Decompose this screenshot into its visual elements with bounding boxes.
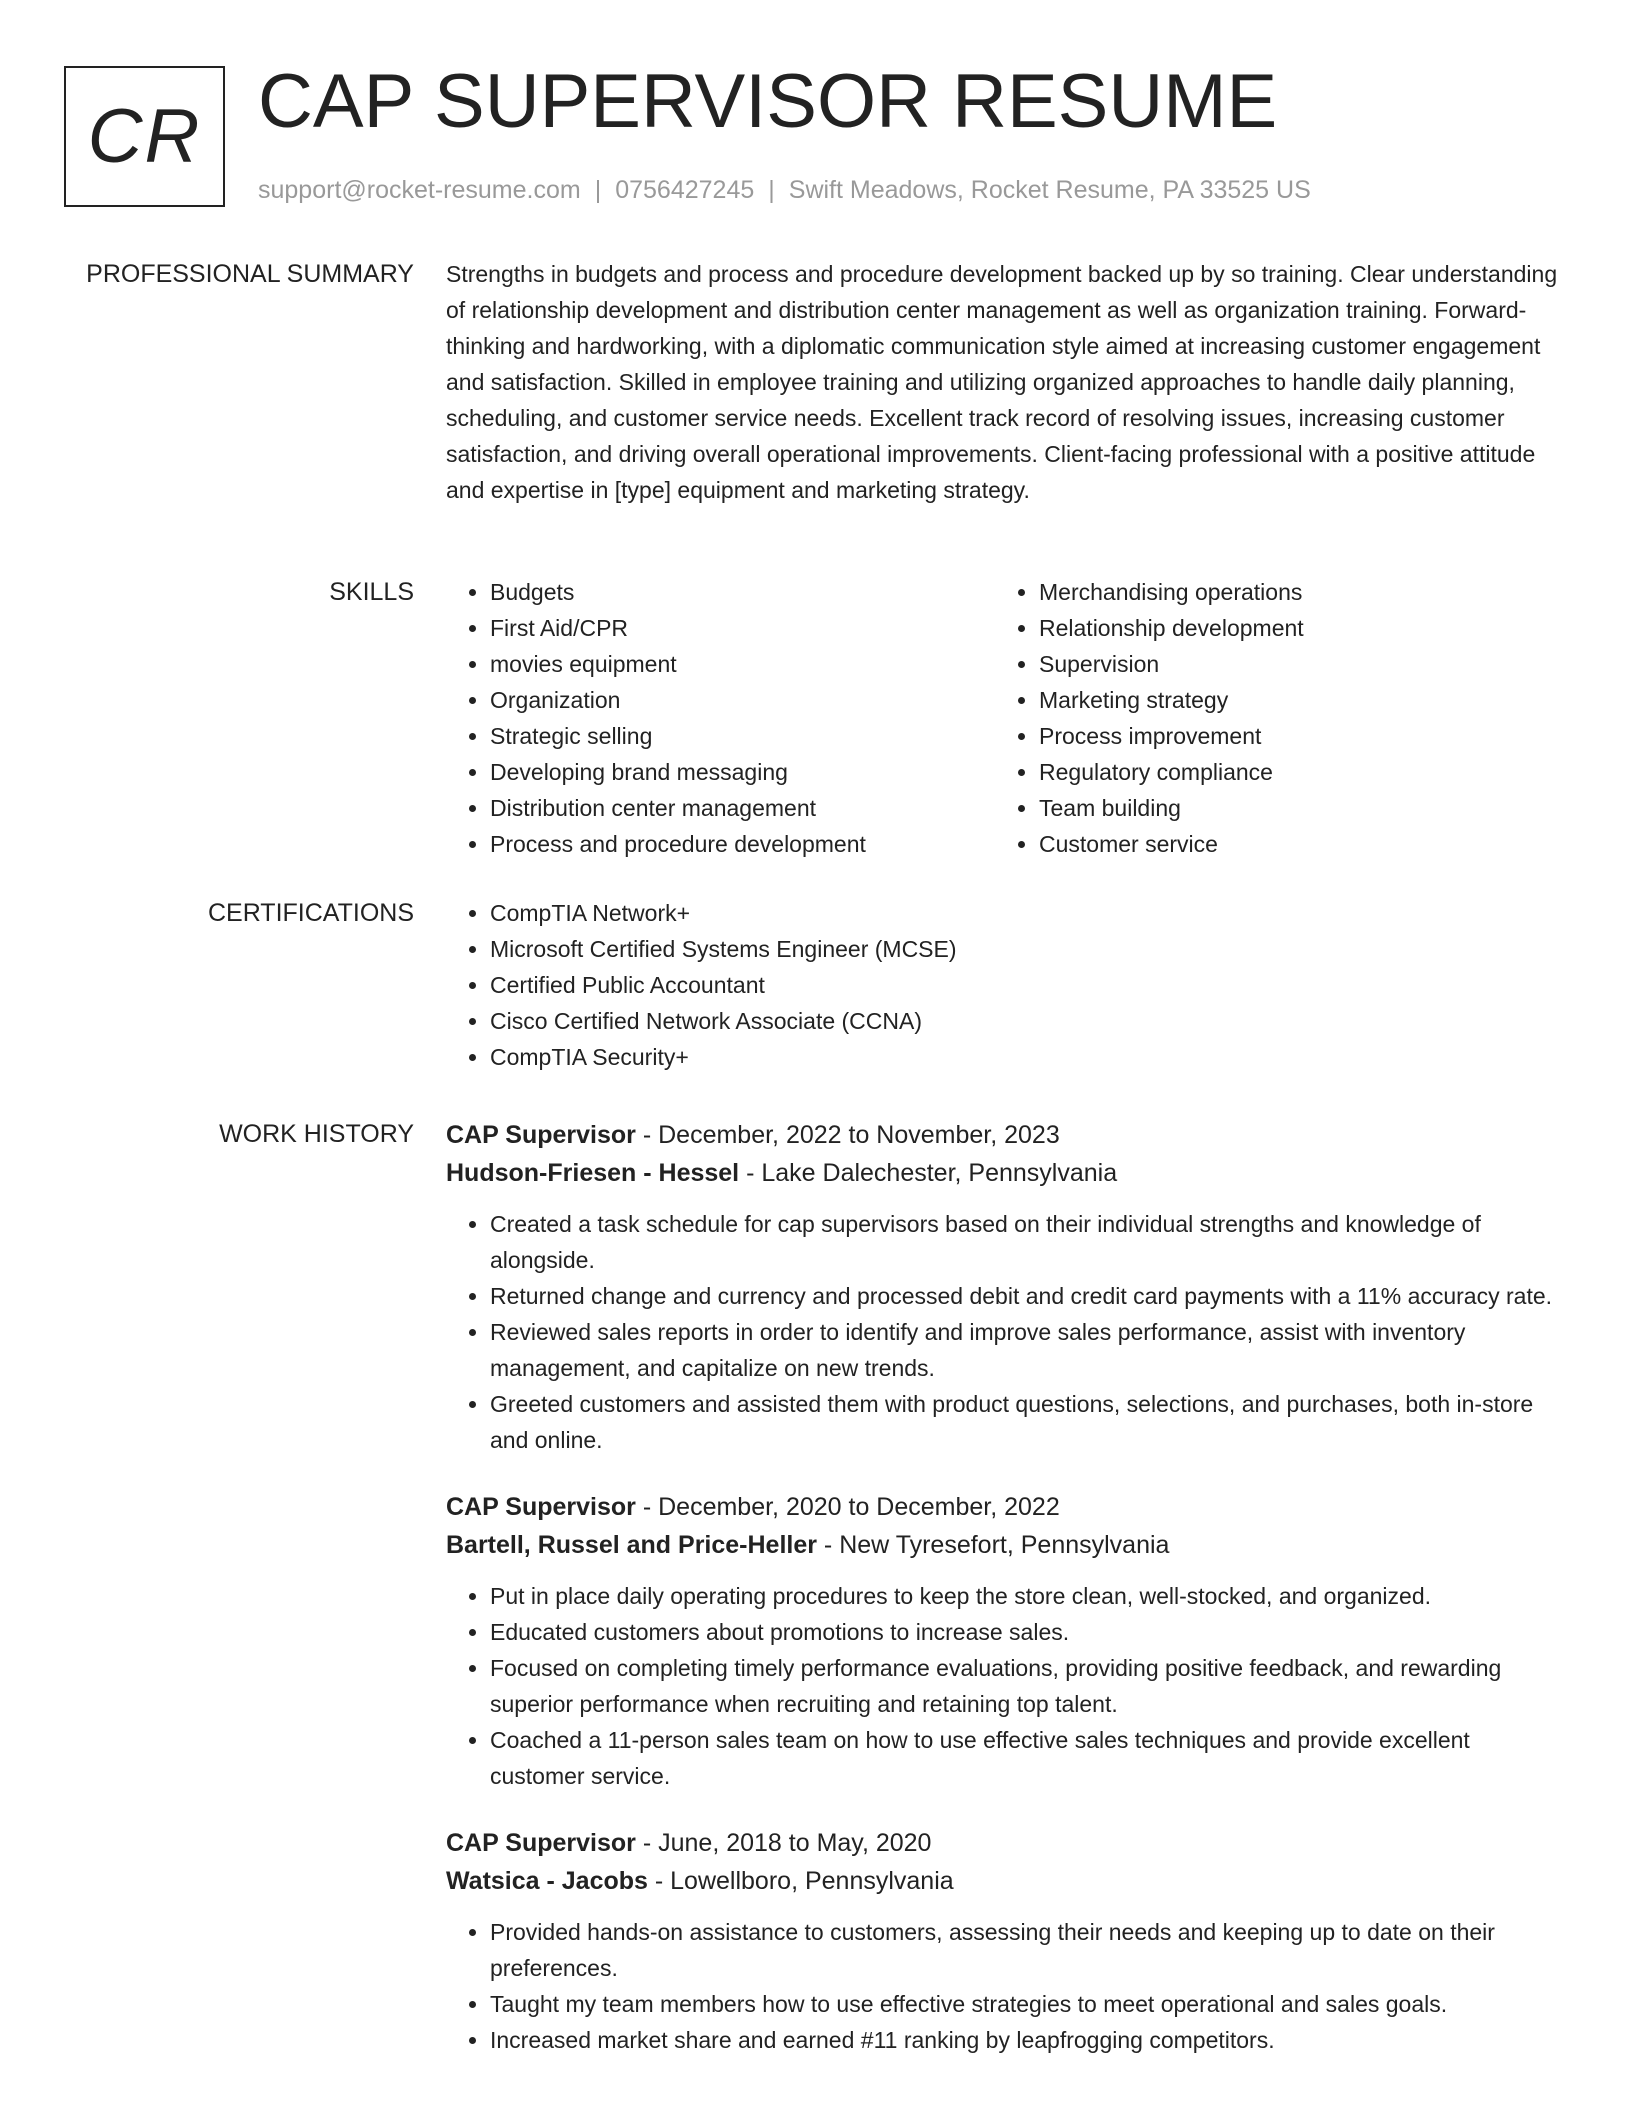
job-bullet: • Provided hands-on assistance to customers, assessing their needs and keeping up to date on their preferences. [490,1914,1561,1986]
contact-address: Swift Meadows, Rocket Resume, PA 33525 US [788,176,1311,204]
certifications-list [446,895,1561,1075]
certifications-heading: CERTIFICATIONS [207,899,414,927]
skills-grid [446,574,1561,862]
contact-separator: | [768,176,775,204]
certification-item: • CompTIA Security+ [490,1039,1561,1075]
job-title-line [446,1116,1561,1154]
job-bullet: • Put in place daily operating procedures to keep the store clean, well-stocked, and organized. [490,1578,1561,1614]
skill-item: • Distribution center management [490,790,995,826]
job-entry [446,1488,1561,1794]
skill-item: • Marketing strategy [1039,682,1544,718]
job-title-line [446,1824,1561,1862]
job-title: CAP Supervisor [446,1121,636,1149]
contact-line [258,174,1311,206]
certification-item: • Cisco Certified Network Associate (CCNA) [490,1003,1561,1039]
job-bullet: • Greeted customers and assisted them with product questions, selections, and purchases, both in-store and online. [490,1386,1561,1458]
skill-item: • Regulatory compliance [1039,754,1544,790]
job-company: Watsica - Jacobs [446,1867,648,1895]
job-bullet: • Educated customers about promotions to increase sales. [490,1614,1561,1650]
certification-item: • Certified Public Accountant [490,967,1561,1003]
job-bullet: • Increased market share and earned #11 ranking by leapfrogging competitors. [490,2022,1561,2058]
skill-item: • Merchandising operations [1039,574,1544,610]
job-location: - Lowellboro, Pennsylvania [647,1867,954,1895]
job-bullets [446,1578,1561,1794]
job-company-line [446,1526,1561,1564]
job-title-line [446,1488,1561,1526]
job-location: - New Tyresefort, Pennsylvania [816,1531,1170,1559]
summary-heading: PROFESSIONAL SUMMARY [86,260,414,288]
skill-item: • movies equipment [490,646,995,682]
job-bullet: • Returned change and currency and processed debit and credit card payments with a 11% accuracy rate. [490,1278,1561,1314]
job-company: Hudson-Friesen - Hessel [446,1159,740,1187]
job-title: CAP Supervisor [446,1493,636,1521]
skills-heading: SKILLS [329,578,414,606]
job-company-line [446,1154,1561,1192]
certifications-body [446,895,1561,1075]
job-bullet: • Reviewed sales reports in order to identify and improve sales performance, assist with inventory management, and capitalize on new trends. [490,1314,1561,1386]
job-dates: - June, 2018 to May, 2020 [635,1829,932,1857]
job-company: Bartell, Russel and Price-Heller [446,1531,817,1559]
skill-item: • Developing brand messaging [490,754,995,790]
job-bullet: • Coached a 11-person sales team on how to use effective sales techniques and provide excellent customer service. [490,1722,1561,1794]
skill-item: • Organization [490,682,995,718]
skill-item: • Strategic selling [490,718,995,754]
summary-text: Strengths in budgets and process and procedure development backed up by so training. Clear understanding of relationship development and distribution center management as well as organization training. Forward-thinking and hardworking, with a diplomatic communication style aimed at increasing customer engagement and satisfaction. Skilled in employee training and utilizing organized approaches to handle daily planning, scheduling, and customer service needs. Excellent track record of resolving issues, increasing customer satisfaction, and driving overall operational improvements. Client-facing professional with a positive attitude and expertise in [type] equipment and marketing strategy. [446,261,1558,503]
contact-separator: | [594,176,602,204]
resume-title: CAP SUPERVISOR RESUME [258,59,1278,144]
skill-item: • First Aid/CPR [490,610,995,646]
skill-item: • Customer service [1039,826,1544,862]
job-location: - Lake Dalechester, Pennsylvania [739,1159,1118,1187]
contact-email[interactable]: support@rocket-resume.com [258,176,581,204]
job-entry [446,1116,1561,1458]
job-bullet: • Focused on completing timely performance evaluations, providing positive feedback, and rewarding superior performance when recruiting and retaining top talent. [490,1650,1561,1722]
contact-phone[interactable]: 0756427245 [615,176,755,204]
certification-item: • CompTIA Network+ [490,895,1561,931]
job-bullet: • Taught my team members how to use effective strategies to meet operational and sales goals. [490,1986,1561,2022]
job-bullets [446,1206,1561,1458]
job-bullets [446,1914,1561,2058]
skill-item: • Supervision [1039,646,1544,682]
job-company-line [446,1862,1561,1900]
skill-item: • Relationship development [1039,610,1544,646]
job-dates: - December, 2022 to November, 2023 [635,1121,1060,1149]
skill-item: • Process improvement [1039,718,1544,754]
summary-body [446,256,1561,508]
job-entry [446,1824,1561,2058]
work-history-body [446,1116,1561,2088]
monogram-box [64,66,225,207]
job-bullet: • Created a task schedule for cap supervisors based on their individual strengths and knowledge of alongside. [490,1206,1561,1278]
certification-item: • Microsoft Certified Systems Engineer (MCSE) [490,931,1561,967]
job-title: CAP Supervisor [446,1829,636,1857]
skill-item: • Process and procedure development [490,826,995,862]
monogram-initials: CR [87,93,202,179]
skills-column-2 [995,574,1544,862]
job-dates: - December, 2020 to December, 2022 [635,1493,1060,1521]
skill-item: • Team building [1039,790,1544,826]
skills-column-1 [446,574,995,862]
work-history-heading: WORK HISTORY [219,1120,414,1148]
skill-item: • Budgets [490,574,995,610]
